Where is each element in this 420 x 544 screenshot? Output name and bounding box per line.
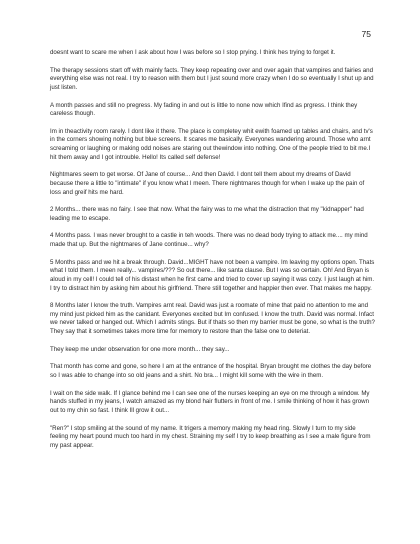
paragraph: 2 Months... there was no fairy. I see that now. What the fairy was to me what the distraction that my "kidnapper" had leading me to escape.	[50, 206, 364, 222]
paragraph: The therapy sessions start off with mainly facts. They keep repeating over and over again that vampires and fairies and everything else was not real. I try to reason with them but I just sound more crazy when I do so eventually I shut up and just listen.	[50, 66, 374, 91]
paragraph: "Ren?" I stop smiling at the sound of my name. It trigers a memory making my head ring. Slowly I turn to my side feeling my heart pound much too hard in my chest. Straining my self I try to keep breathing as I see a male figure from my past appear.	[50, 424, 371, 449]
page-number: 75	[361, 29, 371, 39]
paragraph: Nightmares seem to get worse. Of Jane of course... And then David. I dont tell them about my dreams of David because there a little to "intimate" if you know what I meen. There nightmares though for when I wake up the pain of loss and greif hits me hard.	[50, 171, 365, 196]
paragraph: They keep me under observation for one more month... they say...	[50, 345, 230, 353]
page-body	[50, 49, 375, 459]
paragraph: 5 Months pass and we hit a break through. David...MIGHT have not been a vampire. Im leaving my options open. Thats what I told them. I meen really... vampires/??? So out there... like santa clause. But I was so certain. Oh! And Bryan is aloud in my cell! I could tell of his distast when he first came and tried to cover up saying it was cozy. I just laugh at him. I try to distract him by asking him about his girlfriend. There still together and happier then ever. That makes me happy.	[50, 258, 375, 292]
paragraph: Im in theactivity room rarely. I dont like it there. The place is completey whit ewith foamed up tables and chairs, and tv's in the corners showing nothing but blue screens. It scares me basically. Everyones wandering around. Those who arnt screaming or laughing or making odd noises are staring out thewindow into nothing. One of the people tried to bit me.I hit them away and I got introuble. Hello! Its called self defense!	[50, 127, 373, 161]
paragraph: doesnt want to scare me when I ask about how I was before so I stop prying. I think hes trying to forget it.	[50, 49, 336, 56]
paragraph: That month has come and gone, so here I am at the entrance of the hospital. Bryan brought me clothes the day before so I was able to change into so old jeans and a shirt. No bra... I might kill some with the wire in them.	[50, 363, 372, 379]
paragraph: I wait on the side walk. If I glance behind me I can see one of the nurses keeping an eye on me through a window. My hands stuffed in my jeans, I watch amazed as my blond hair flutters in front of me. I smile thinking of how it has grown out to my chin so fast. I think Ill grow it out...	[50, 389, 370, 414]
paragraph: 8 Months later I know the truth. Vampires arnt real. David was just a roomate of mine that paid no attention to me and my mind just picked him as the canidant. Everyones excited but Im confused. I know the truth. David was normal. Infact we never talked or hanged out. Which I admits stings. But if thats so then my barrier must be gone, so what is the truth? They say that it sometimes takes more time for memory to restore than the false one to deteriat.	[50, 302, 375, 335]
paragraph: A month passes and still no pregress. My fading in and out is little to none now which Ifind as prgress. I think they careless though.	[50, 101, 358, 118]
paragraph: 4 Months pass. I was never brought to a castle in teh woods. There was no dead body trying to attack me.... my mind made that up. But the nightmares of Jane continue... why?	[50, 232, 368, 249]
